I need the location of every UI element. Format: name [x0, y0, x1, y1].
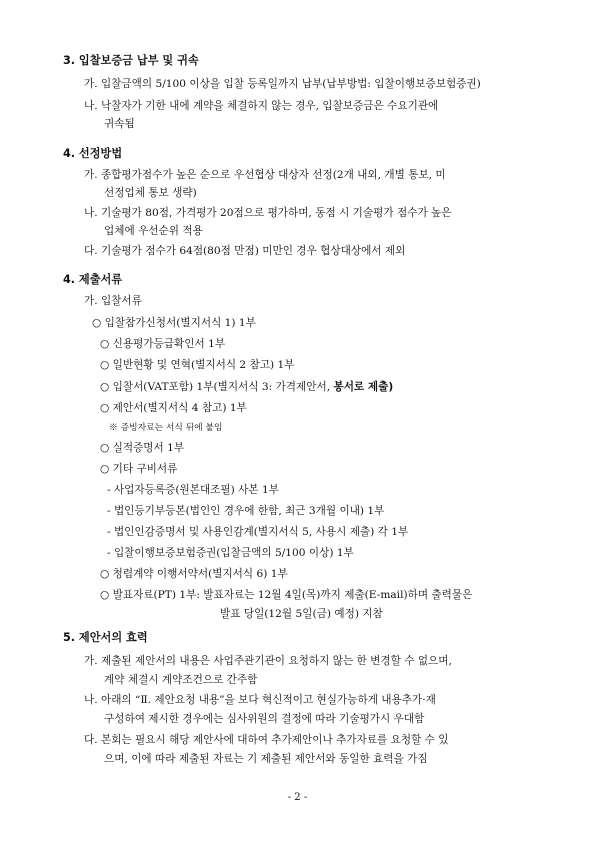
section-3-item-ga: 가. 입찰금액의 5/100 이상을 입찰 등록일까지 납부(납부방법: 입찰이행보증보험증권) [84, 78, 481, 90]
section-5-heading: 5. 제안서의 효력 [63, 631, 148, 644]
selection-item-na-cont: 업체에 우선순위 적용 [104, 225, 203, 237]
validity-item-da-cont: 으며, 이에 따라 제출된 자료는 기 제출된 제안서와 동일한 효력을 가짐 [104, 753, 428, 765]
sub-document-entry: - 법인등기부등본(법인인 경우에 한함, 최근 3개월 이내) 1부 [107, 505, 385, 517]
document-entry-presentation-cont: 발표 당일(12월 5일(금) 예정) 지참 [220, 608, 383, 620]
documents-item-ga: 가. 입찰서류 [84, 295, 142, 307]
selection-item-da: 다. 기술평가 점수가 64점(80점 만점) 미만인 경우 협상대상에서 제외 [84, 245, 406, 257]
document-entry-presentation: ○ 발표자료(PT) 1부: 발표자료는 12월 4일(목)까지 제출(E-mail)하며 출력물은 [100, 589, 473, 601]
validity-item-ga: 가. 제출된 제안서의 내용은 사업주관기관이 요청하지 않는 한 변경할 수 없으며, [84, 655, 452, 667]
document-entry-bid [100, 380, 393, 394]
bid-sealed-text: 봉서로 제출) [333, 381, 394, 393]
document-entry: ○ 제안서(별지서식 4 참고) 1부 [100, 402, 247, 414]
page-number: - 2 - [287, 792, 308, 803]
selection-item-ga-cont: 선정업체 통보 생략) [104, 187, 197, 199]
selection-item-na: 나. 기술평가 80점, 가격평가 20점으로 평가하며, 동점 시 기술평가 점수가 높은 [84, 207, 452, 219]
validity-item-na-cont: 구성하여 제시한 경우에는 심사위원의 결정에 따라 기술평가시 우대함 [104, 713, 425, 725]
bid-text: ○ 입찰서(VAT포함) 1부(별지서식 3: 가격제안서, [100, 381, 334, 393]
section-3-item-na: 나. 낙찰자가 기한 내에 계약을 체결하지 않는 경우, 입찰보증금은 수요기관에 [84, 100, 439, 112]
document-entry: ○ 기타 구비서류 [100, 463, 178, 475]
document-entry: ○ 청렴계약 이행서약서(별지서식 6) 1부 [100, 568, 288, 580]
sub-document-entry: - 사업자등록증(원본대조필) 사본 1부 [107, 484, 279, 496]
validity-item-da: 다. 본회는 필요시 해당 제안사에 대하여 추가제안이나 추가자료를 요청할 수 있 [84, 734, 449, 746]
validity-item-na: 나. 아래의 “Ⅱ. 제안요청 내용”을 보다 혁신적이고 현실가능하게 내용추가·재 [84, 694, 436, 706]
sub-document-entry: - 입찰이행보증보험증권(입찰금액의 5/100 이상) 1부 [107, 547, 354, 559]
sub-document-entry: - 법인인감증명서 및 사용인감계(별지서식 5, 사용시 제출) 각 1부 [107, 526, 409, 538]
document-entry: ○ 신용평가등급확인서 1부 [100, 338, 226, 350]
document-entry: ○ 실적증명서 1부 [100, 442, 185, 454]
document-entry: ○ 일반현황 및 연혁(별지서식 2 참고) 1부 [100, 359, 295, 371]
validity-item-ga-cont: 계약 체결시 계약조건으로 간주함 [104, 674, 258, 686]
section-4-selection-heading: 4. 선정방법 [63, 147, 123, 160]
selection-item-ga: 가. 종합평가점수가 높은 순으로 우선협상 대상자 선정(2개 내외, 개별 통보, 미 [84, 169, 446, 181]
evidence-note: ※ 증빙자료는 서식 뒤에 붙임 [109, 423, 223, 433]
section-4-documents-heading: 4. 제출서류 [63, 273, 123, 286]
document-entry: ○ 입찰참가신청서(별지서식 1) 1부 [92, 317, 256, 329]
section-3-item-na-cont: 귀속됨 [104, 118, 135, 130]
section-3-heading: 3. 입찰보증금 납부 및 귀속 [63, 54, 199, 67]
